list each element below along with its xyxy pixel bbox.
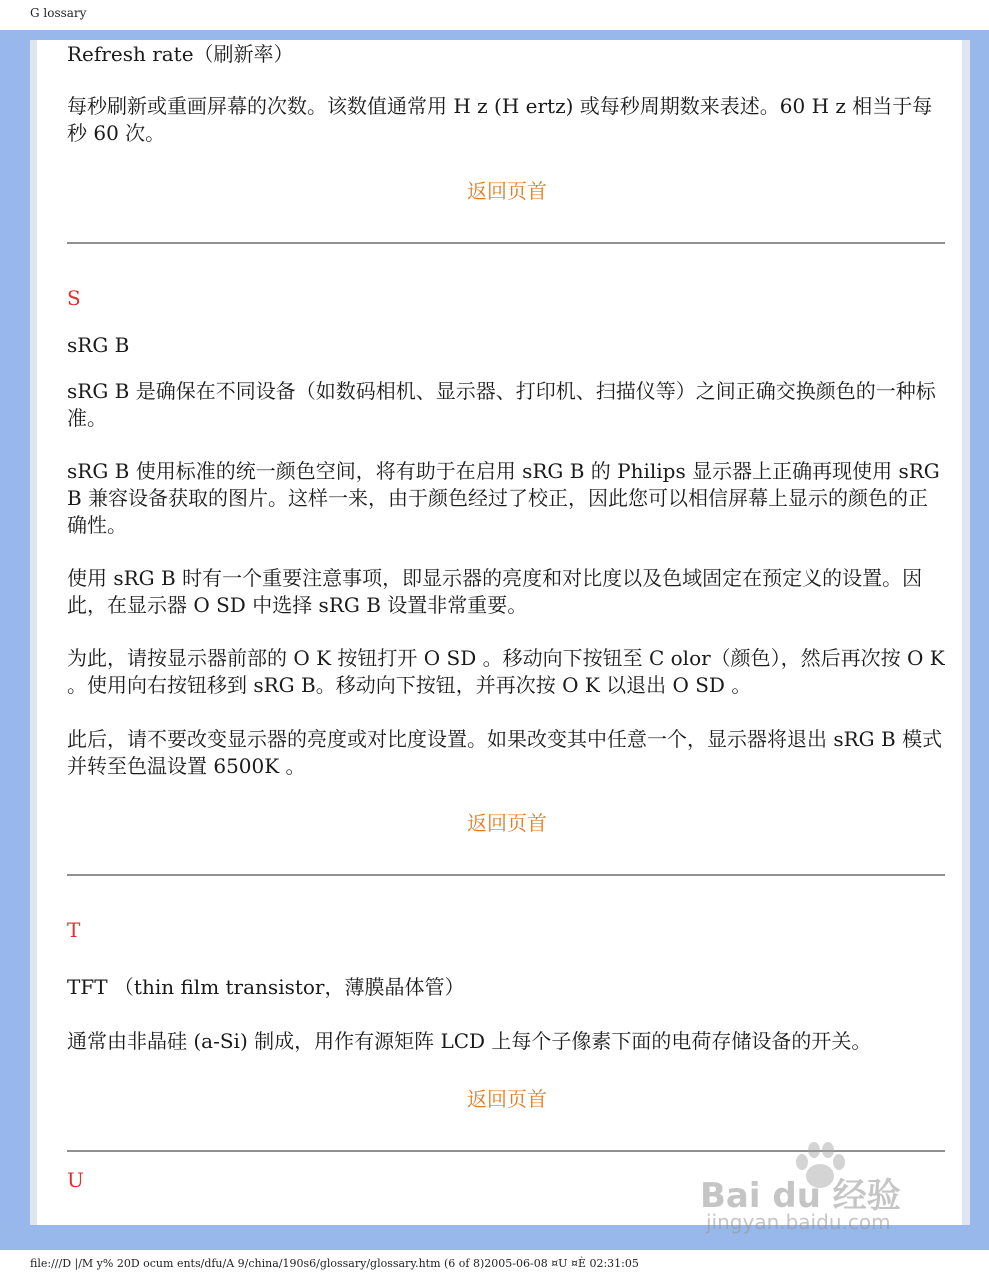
page-title: G lossary [30, 6, 87, 20]
desc-refresh-rate: 每秒刷新或重画屏幕的次数。该数值通常用 H z (H ertz) 或每秒周期数来表述。60 H z 相当于每秒 60 次。 [67, 94, 933, 145]
section-letter-t: T [67, 918, 81, 942]
term-tft: TFT （thin film transistor，薄膜晶体管） [67, 975, 465, 999]
page-frame [0, 30, 989, 1250]
section-divider [67, 874, 945, 876]
desc-srgb-2: sRG B 使用标准的统一颜色空间，将有助于在启用 sRG B 的 Philips 显示器上正确再现使用 sRG B 兼容设备获取的图片。这样一来，由于颜色经过了校正，因此您可以相信屏幕上显示的颜色的正确性。 [67, 459, 940, 537]
desc-srgb-1: sRG B 是确保在不同设备（如数码相机、显示器、打印机、扫描仪等）之间正确交换颜色的一种标准。 [67, 379, 936, 430]
desc-srgb-4: 为此，请按显示器前部的 O K 按钮打开 O SD 。移动向下按钮至 C olor（颜色），然后再次按 O K 。使用向右按钮移到 sRG B。移动向下按钮，并再次按 O K 以退出 O SD 。 [67, 646, 945, 697]
desc-srgb-5: 此后，请不要改变显示器的亮度或对比度设置。如果改变其中任意一个，显示器将退出 sRG B 模式并转至色温设置 6500K 。 [67, 727, 943, 778]
frame-inner [30, 40, 970, 1225]
back-to-top-link[interactable]: 返回页首 [467, 811, 547, 835]
desc-tft: 通常由非晶硅 (a-Si) 制成，用作有源矩阵 LCD 上每个子像素下面的电荷存储设备的开关。 [67, 1029, 872, 1053]
desc-srgb-3: 使用 sRG B 时有一个重要注意事项，即显示器的亮度和对比度以及色域固定在预定义的设置。因此，在显示器 O SD 中选择 sRG B 设置非常重要。 [67, 566, 923, 617]
baidu-jingyan-watermark [700, 1140, 930, 1240]
watermark-brand: Bai du 经验 [700, 1176, 901, 1216]
watermark-url: jingyan.baidu.com [706, 1210, 891, 1234]
glossary-page [37, 40, 962, 1225]
section-divider [67, 242, 945, 244]
browser-print-header [0, 0, 989, 30]
term-refresh-rate: Refresh rate（刷新率） [67, 42, 294, 66]
back-to-top-link[interactable]: 返回页首 [467, 1087, 547, 1111]
section-letter-s: S [67, 286, 81, 310]
browser-print-footer [0, 1250, 989, 1280]
file-path: file:///D |/M y% 20D ocum ents/dfu/A 9/china/190s6/glossary/glossary.htm (6 of 8)2005-06-08 ¤U ¤È 02:31:05 [30, 1257, 639, 1270]
back-to-top-link[interactable]: 返回页首 [467, 179, 547, 203]
section-letter-u: U [67, 1168, 84, 1192]
term-srgb: sRG B [67, 333, 130, 357]
